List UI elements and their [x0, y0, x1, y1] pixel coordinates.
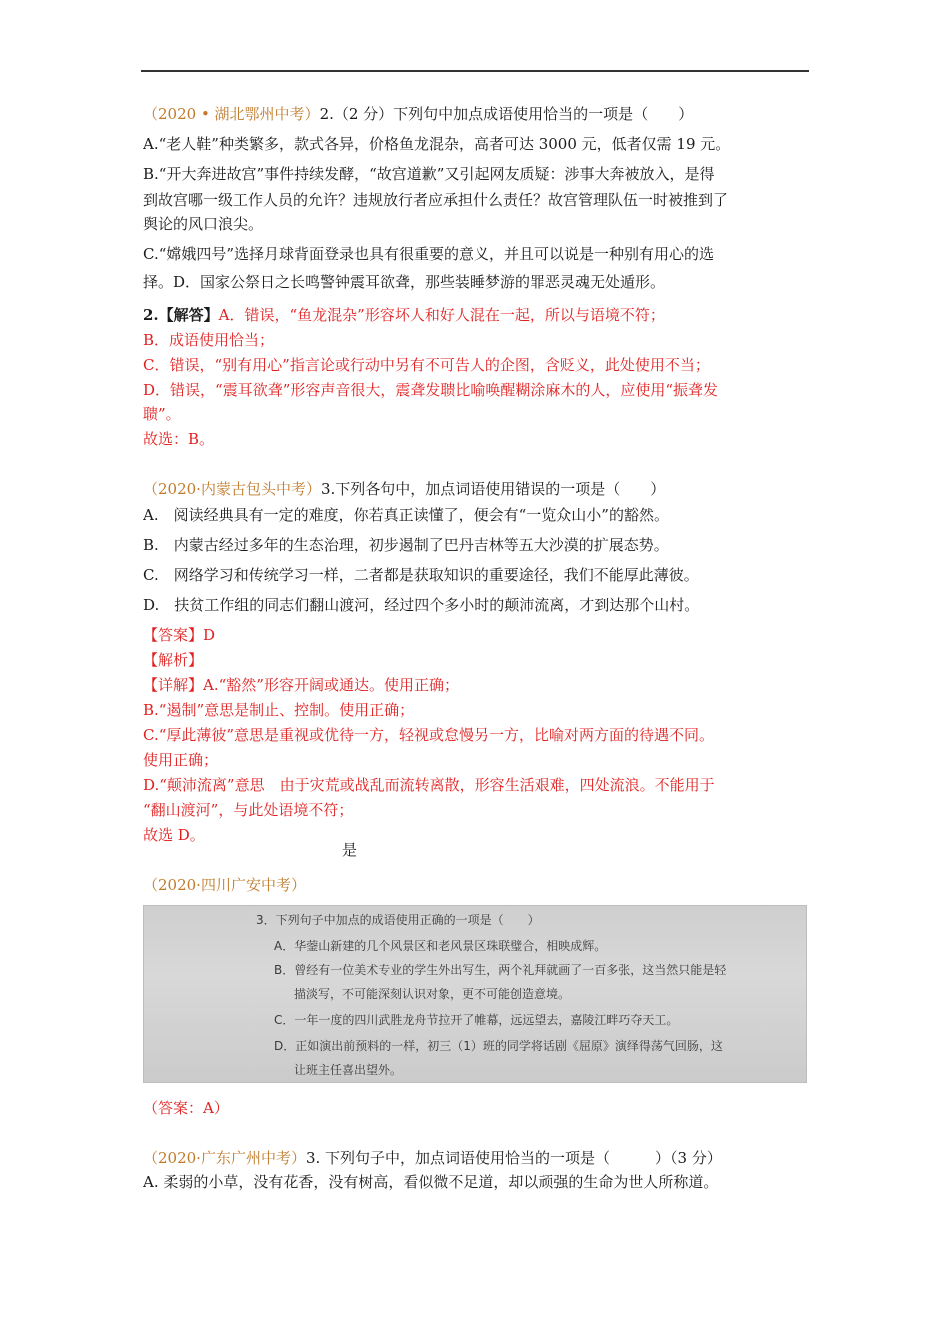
- q3-detail-a: A.“豁然”形容开阔或通达。使用正确；: [203, 676, 459, 694]
- q2-option-b-line2: 到故宫哪一级工作人员的允许？违规放行者应承担什么责任？故宫管理队伍一时被推到了: [143, 191, 729, 209]
- q2-option-c-d-line2: 择。D．国家公祭日之长鸣警钟震耳欲聋，那些装睡梦游的罪恶灵魂无处遁形。: [143, 273, 666, 291]
- q3-detail-d: D.“颠沛流离”意思 由于灾荒或战乱而流转离散，形容生活艰难，四处流浪。不能用于: [143, 776, 715, 794]
- q2-option-b-line1: B.“开大奔进故宫”事件持续发酵，“故宫道歉”又引起网友质疑：涉事大奔被放入，是得: [143, 165, 715, 183]
- q2-answer-d-cont: 聩”。: [143, 405, 181, 423]
- q3-detail-d-cont: “翻山渡河”，与此处语境不符；: [143, 801, 354, 819]
- q5-option-a: A. 柔弱的小草，没有花香，没有树高，看似微不足道，却以顽强的生命为世人所称道。: [143, 1173, 719, 1191]
- q3-detail-b: B.“遏制”意思是制止、控制。使用正确；: [143, 701, 415, 719]
- photo-line-6: D．正如演出前预料的一样，初三（1）班的同学将话剧《屈原》演绎得荡气回肠，这: [274, 1039, 723, 1053]
- q4-answer: （答案：A）: [143, 1099, 229, 1117]
- q3-detail-choice: 故选 D。: [143, 826, 205, 844]
- q2-source: （2020 • 湖北鄂州中考）: [143, 105, 320, 123]
- q3-option-b: B. 内蒙古经过多年的生态治理，初步遏制了巴丹吉林等五大沙漠的扩展态势。: [143, 536, 669, 554]
- q3-analysis-label: 【解析】: [143, 651, 204, 669]
- header-rule: [141, 70, 809, 72]
- q2-answer-c: C．错误，“别有用心”指言论或行动中另有不可告人的企图，含贬义，此处使用不当；: [143, 356, 710, 374]
- q5-header: [143, 1148, 811, 1168]
- q3-detail-c-cont: 使用正确；: [143, 751, 219, 769]
- photo-line-4: 描淡写，不可能深刻认识对象，更不可能创造意境。: [294, 987, 571, 1001]
- q2-answer-b: B．成语使用恰当；: [143, 331, 275, 349]
- q2-answer-line1: [143, 305, 811, 325]
- q2-answer-a: A．错误，“鱼龙混杂”形容坏人和好人混在一起，所以与语境不符；: [218, 306, 665, 324]
- photo-line-7: 让班主任喜出望外。: [294, 1063, 403, 1077]
- q2-option-b-line3: 舆论的风口浪尖。: [143, 215, 264, 233]
- q2-answer-d: D．错误，“震耳欲聋”形容声音很大，震聋发聩比喻唤醒糊涂麻木的人，应使用“振聋发: [143, 381, 719, 399]
- q2-answer-label: 2.【解答】: [143, 306, 219, 324]
- photo-line-3: B．曾经有一位美术专业的学生外出写生，两个礼拜就画了一百多张，这当然只能是轻: [274, 963, 727, 977]
- q4-source: （2020·四川广安中考）: [143, 876, 306, 894]
- q3-source: （2020·内蒙古包头中考）: [143, 480, 321, 498]
- photo-line-1: 3．下列句子中加点的成语使用正确的一项是（ ）: [256, 913, 540, 927]
- q2-stem: 2.（2 分）下列句中加点成语使用恰当的一项是（ ）: [319, 105, 694, 123]
- q3-detail-c: C.“厚此薄彼”意思是重视或优待一方，轻视或怠慢另一方，比喻对两方面的待遇不同。: [143, 726, 715, 744]
- photo-line-2: A．华蓥山新建的几个风景区和老风景区珠联璧合，相映成辉。: [274, 939, 607, 953]
- q2-option-c-line1: C.“嫦娥四号”选择月球背面登录也具有很重要的意义，并且可以说是一种别有用心的选: [143, 245, 715, 263]
- q2-header: [143, 104, 811, 124]
- q5-source: （2020·广东广州中考）: [143, 1149, 306, 1167]
- q3-option-d: D. 扶贫工作组的同志们翻山渡河，经过四个多小时的颠沛流离，才到达那个山村。: [143, 596, 700, 614]
- q3-detail-label: 【详解】: [143, 676, 204, 694]
- q3-option-a: A. 阅读经典具有一定的难度，你若真正读懂了，便会有“一览众山小”的豁然。: [143, 506, 669, 524]
- q2-answer-choice: 故选：B。: [143, 430, 215, 448]
- photo-line-5: C．一年一度的四川武胜龙舟节拉开了帷幕，远远望去，嘉陵江畔巧夺天工。: [274, 1013, 679, 1027]
- q3-option-c: C. 网络学习和传统学习一样，二者都是获取知识的重要途径，我们不能厚此薄彼。: [143, 566, 699, 584]
- stray-text: 是: [342, 841, 358, 859]
- scanned-question-image: [143, 905, 807, 1083]
- q5-stem: 3. 下列句子中，加点词语使用恰当的一项是（ ）（3 分）: [305, 1149, 722, 1167]
- q3-answer: 【答案】D: [143, 626, 216, 644]
- q3-stem: 3.下列各句中，加点词语使用错误的一项是（ ）: [320, 480, 666, 498]
- q3-header: [143, 479, 811, 499]
- q3-detail-line1: [143, 675, 811, 695]
- q2-option-a: A.“老人鞋”种类繁多，款式各异，价格鱼龙混杂，高者可达 3000 元，低者仅需 19 元。: [143, 135, 731, 153]
